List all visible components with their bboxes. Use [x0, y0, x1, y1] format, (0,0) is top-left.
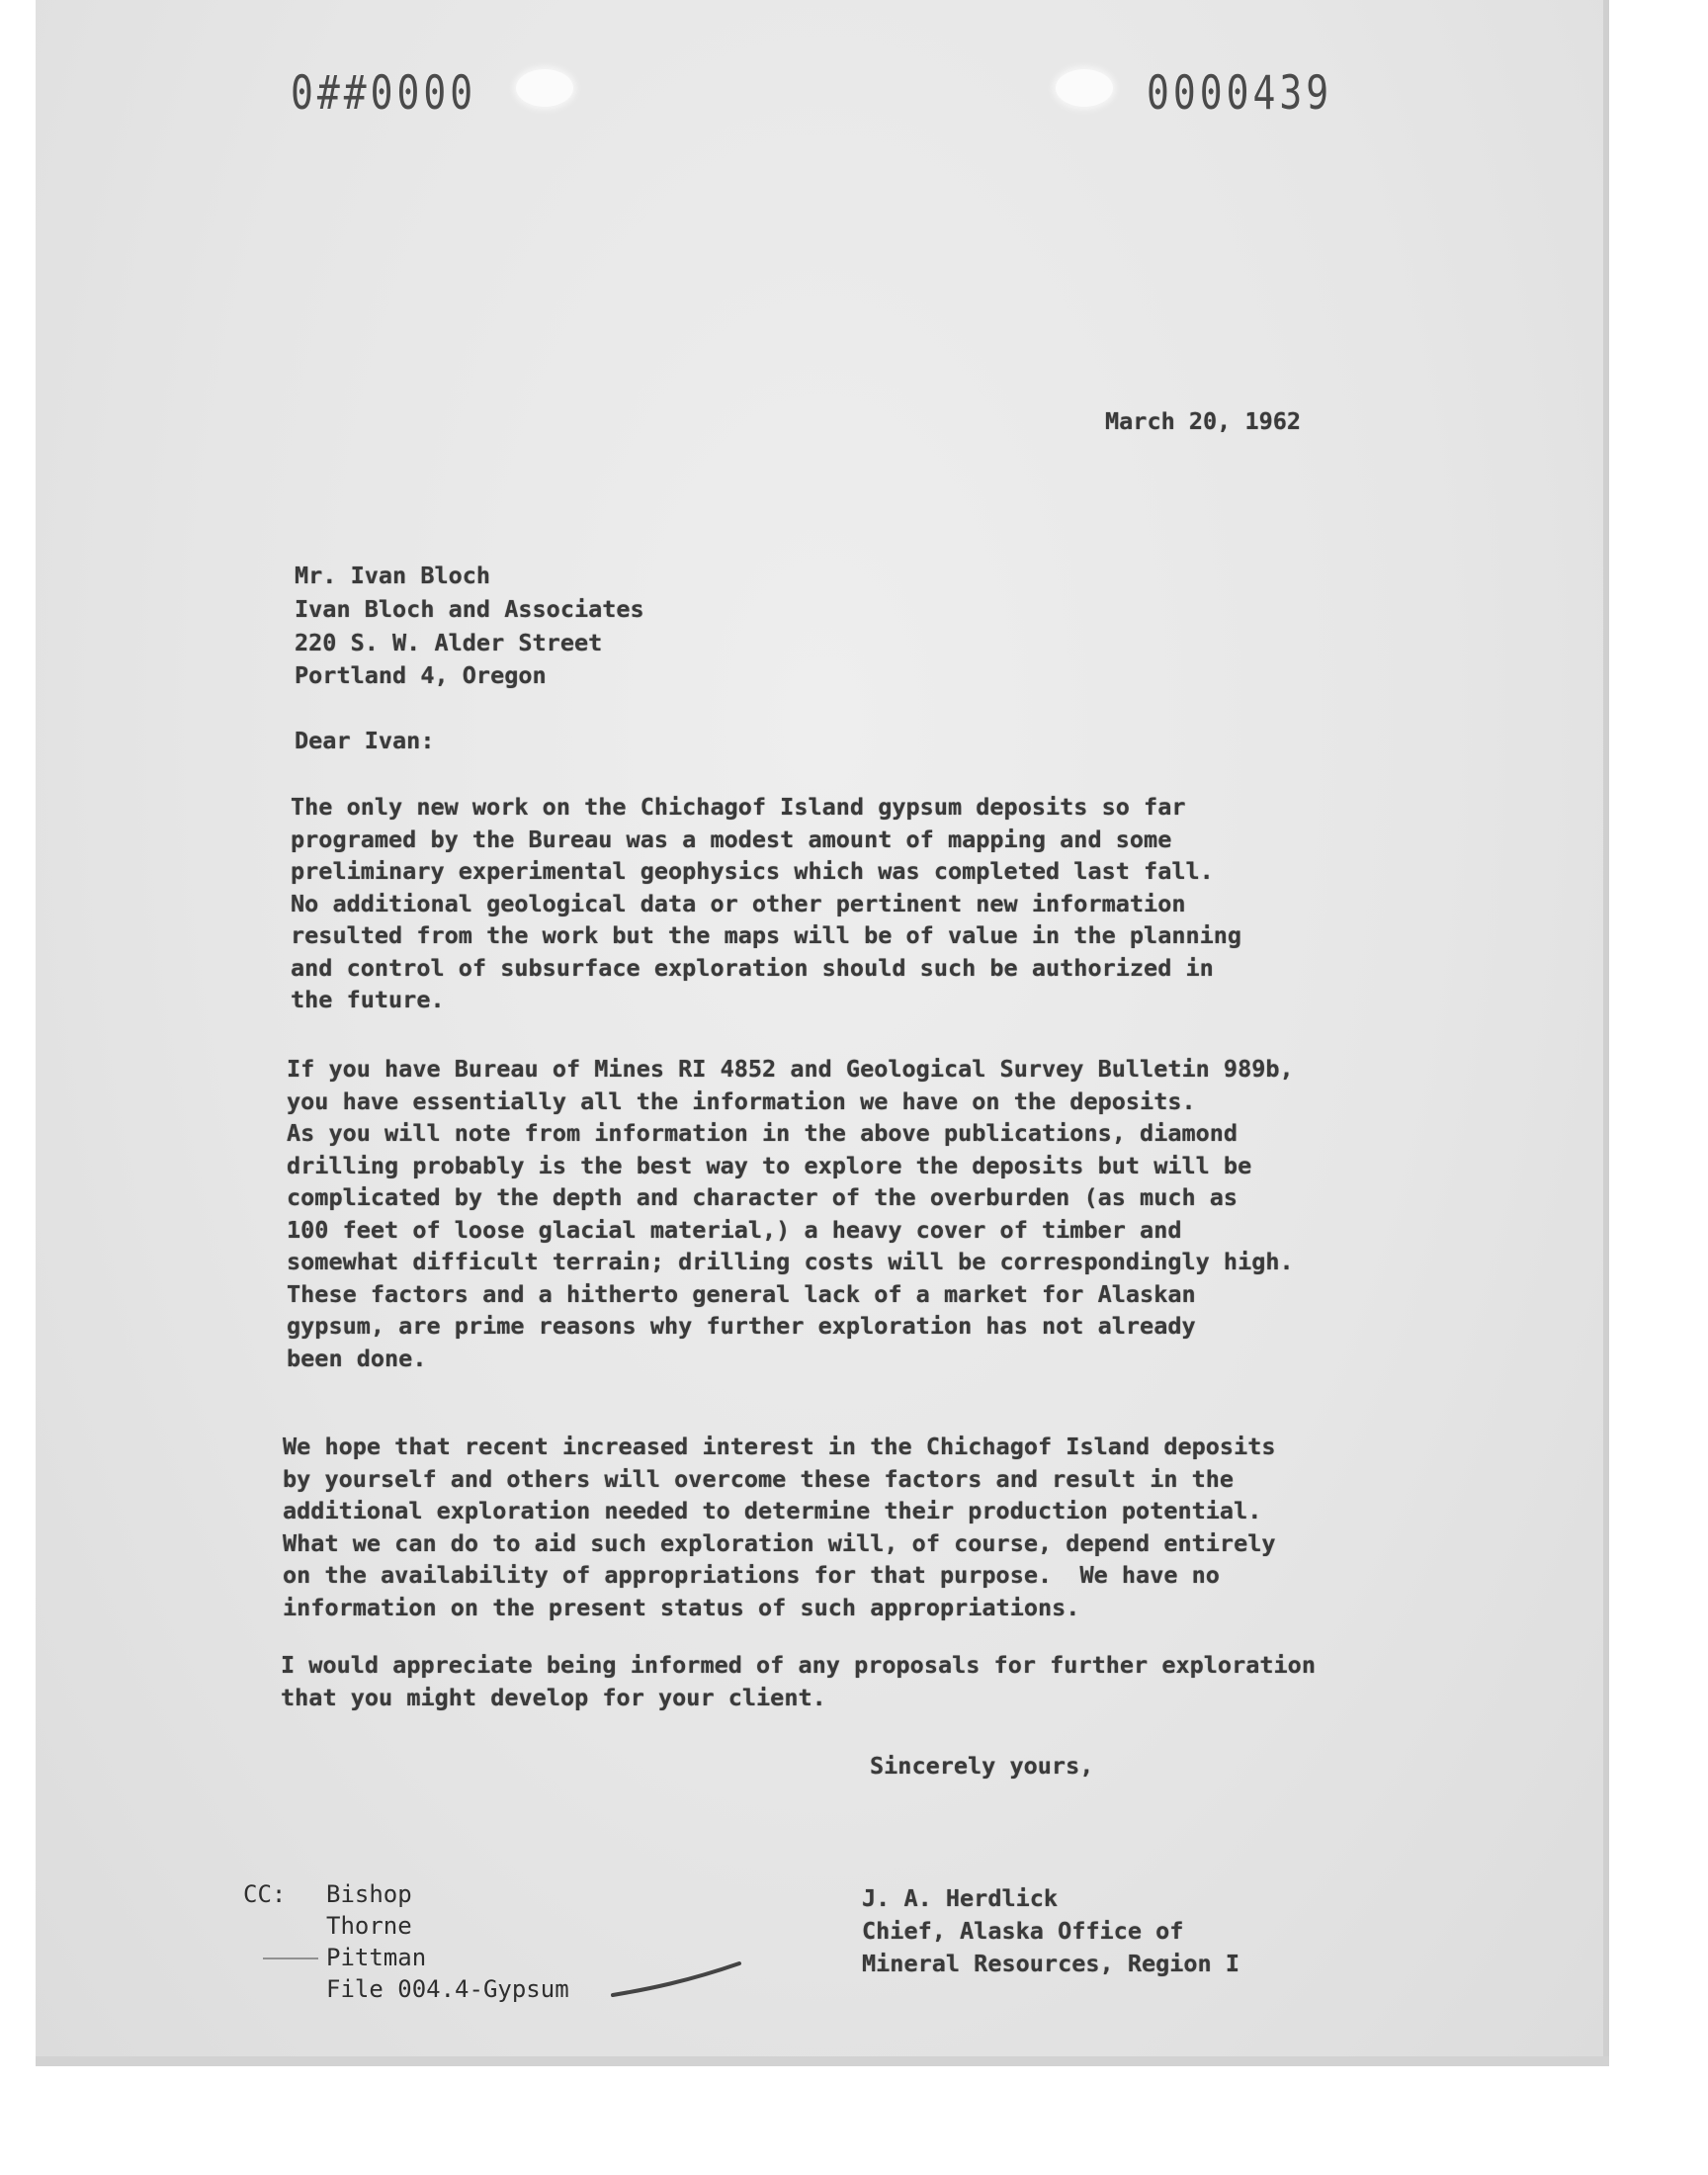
punch-hole-left [516, 69, 573, 107]
body-paragraph-2 [287, 1053, 1522, 1374]
paragraph-line: programed by the Bureau was a modest amount of mapping and some [291, 825, 1172, 853]
page-edge-bottom [36, 2056, 1609, 2066]
stamp-number-left: 0##0000 [291, 65, 477, 120]
cc-recipient-pittman: Pittman [326, 1944, 427, 1971]
paragraph-line: 100 feet of loose glacial material,) a heavy cover of timber and [287, 1215, 1182, 1244]
paragraph-line: The only new work on the Chichagof Island gypsum deposits so far [291, 793, 1186, 821]
paragraph-line: that you might develop for your client. [281, 1683, 826, 1711]
salutation: Dear Ivan: [295, 727, 435, 754]
cc-label: CC: [243, 1880, 287, 1908]
paragraph-line: drilling probably is the best way to explore the deposits but will be [287, 1151, 1252, 1179]
paragraph-line: somewhat difficult terrain; drilling costs will be correspondingly high. [287, 1248, 1294, 1275]
paragraph-line: and control of subsurface exploration should such be authorized in [291, 953, 1214, 982]
pen-stroke-mark [609, 1956, 747, 2005]
paragraph-line: on the availability of appropriations for that purpose. We have no [283, 1561, 1220, 1589]
cc-recipient-thorne: Thorne [326, 1912, 412, 1940]
paragraph-line: complicated by the depth and character of the overburden (as much as [287, 1183, 1238, 1211]
paragraph-line: the future. [291, 986, 445, 1013]
paragraph-line: by yourself and others will overcome these factors and result in the [283, 1464, 1235, 1493]
paragraph-line: gypsum, are prime reasons why further exploration has not already [287, 1312, 1196, 1340]
paragraph-line: If you have Bureau of Mines RI 4852 and Geological Survey Bulletin 989b, [287, 1055, 1294, 1083]
body-paragraph-4 [281, 1649, 1516, 1713]
signature-title-line-1: Chief, Alaska Office of [862, 1917, 1184, 1945]
pen-dash-mark [261, 1954, 320, 1963]
recipient-city: Portland 4, Oregon [295, 661, 547, 689]
stamp-number-right: 0000439 [1147, 65, 1333, 120]
recipient-name: Mr. Ivan Bloch [295, 562, 491, 589]
punch-hole-right [1056, 69, 1113, 107]
paragraph-line: We hope that recent increased interest in the Chichagof Island deposits [283, 1433, 1276, 1460]
closing: Sincerely yours, [870, 1752, 1094, 1780]
paragraph-line: What we can do to aid such exploration will, of course, depend entirely [283, 1528, 1276, 1557]
paragraph-line: you have essentially all the information we have on the deposits. [287, 1087, 1196, 1115]
body-paragraph-3 [283, 1431, 1518, 1623]
letter-date: March 20, 1962 [1105, 407, 1302, 435]
document-page [36, 0, 1609, 2066]
page-edge-right [1603, 0, 1609, 2066]
cc-recipient-file: File 004.4-Gypsum [326, 1975, 569, 2003]
cc-recipient-bishop: Bishop [326, 1880, 412, 1908]
recipient-street: 220 S. W. Alder Street [295, 629, 603, 656]
body-paragraph-1 [291, 791, 1526, 1016]
paragraph-line: No additional geological data or other pertinent new information [291, 889, 1186, 917]
paragraph-line: These factors and a hitherto general lack of a market for Alaskan [287, 1279, 1196, 1308]
paragraph-line: been done. [287, 1344, 427, 1372]
paragraph-line: resulted from the work but the maps will be of value in the planning [291, 921, 1242, 949]
paragraph-line: I would appreciate being informed of any proposals for further exploration [281, 1651, 1316, 1679]
signature-name: J. A. Herdlick [862, 1884, 1059, 1912]
paragraph-line: preliminary experimental geophysics which was completed last fall. [291, 857, 1214, 885]
signature-title-line-2: Mineral Resources, Region I [862, 1950, 1240, 1977]
paragraph-line: information on the present status of such appropriations. [283, 1593, 1080, 1621]
paragraph-line: As you will note from information in the above publications, diamond [287, 1119, 1238, 1147]
paragraph-line: additional exploration needed to determine their production potential. [283, 1497, 1262, 1524]
recipient-company: Ivan Bloch and Associates [295, 595, 644, 623]
